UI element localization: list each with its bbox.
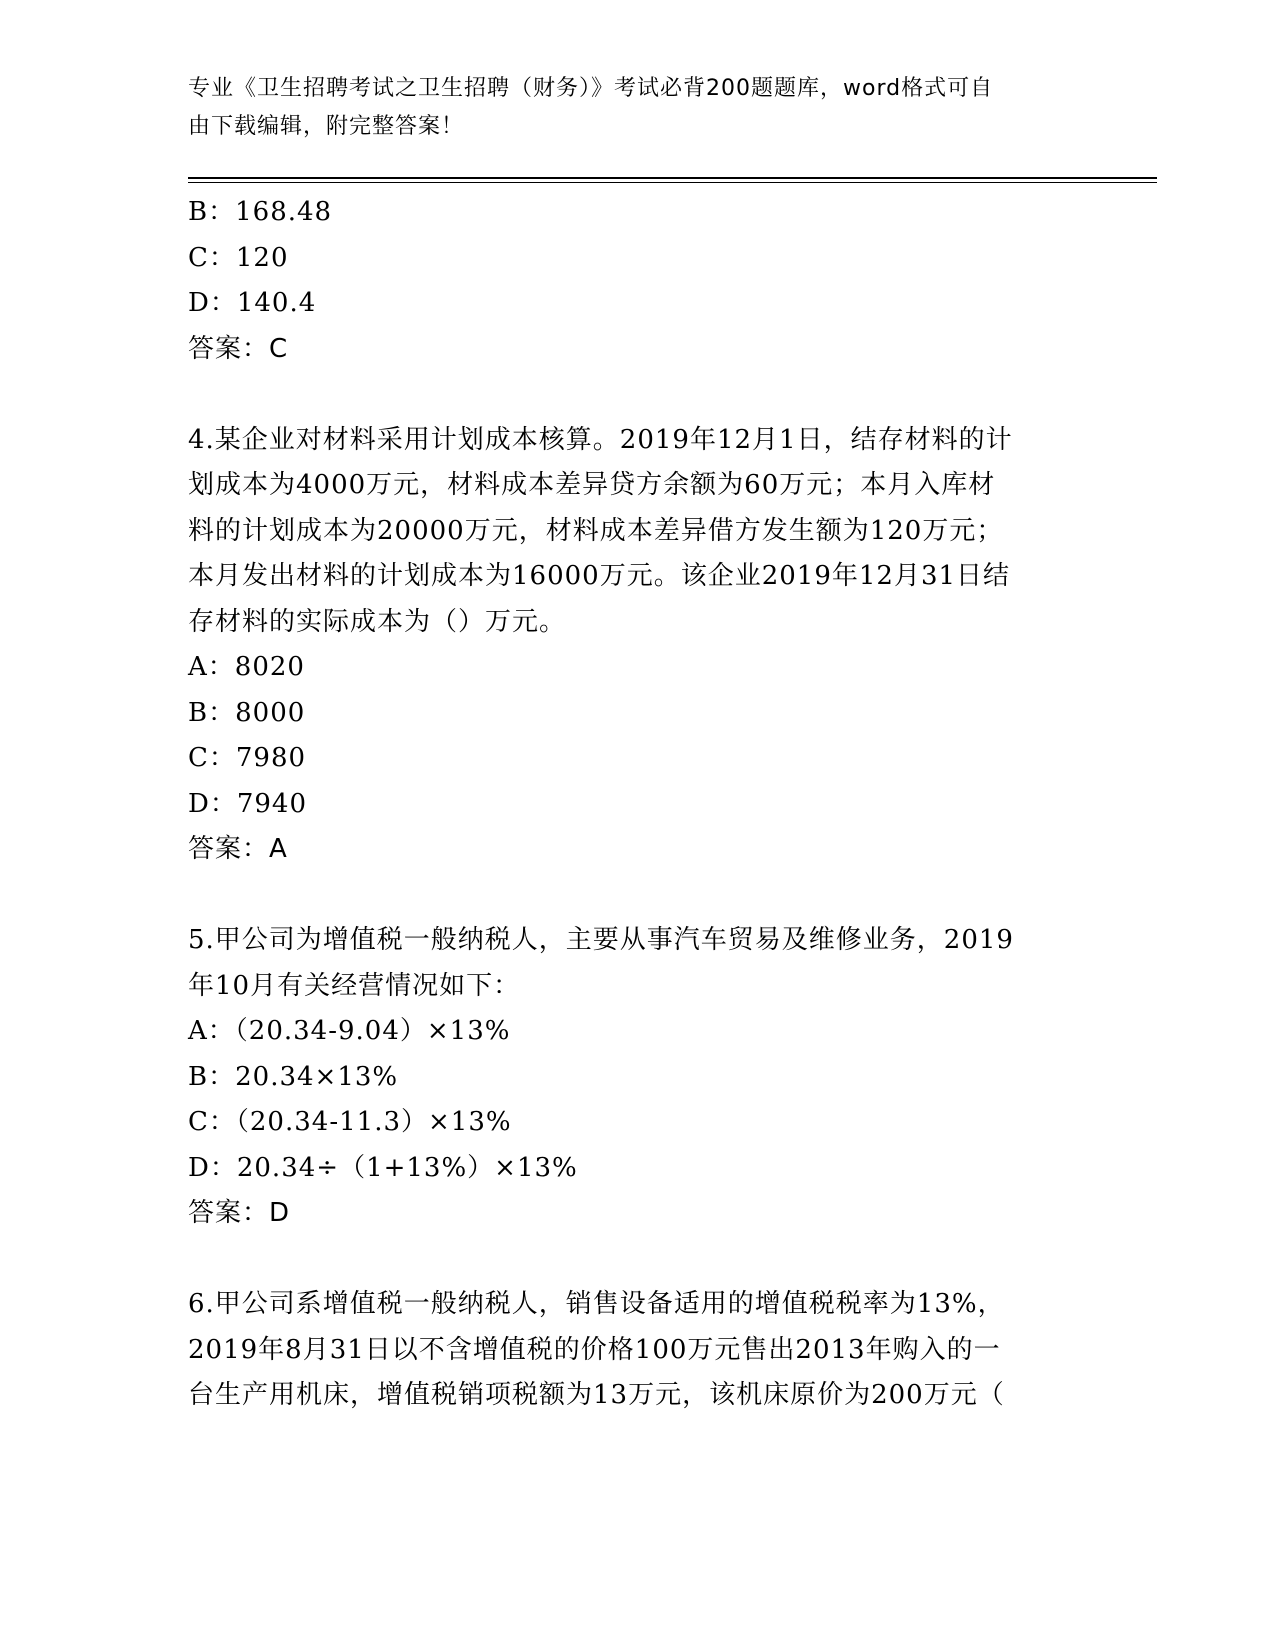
question-4 [188, 418, 1088, 873]
answer-line: 答案：D [188, 1198, 291, 1228]
option-d: D：20.34÷（1+13%）×13% [188, 1152, 578, 1183]
option-c: C：（20.34-11.3）×13% [188, 1107, 512, 1137]
spacer [188, 372, 1088, 418]
option-a: A：8020 [188, 652, 305, 682]
option-b: B：20.34×13% [188, 1061, 399, 1092]
spacer [188, 1237, 1088, 1283]
option-c: C：120 [188, 242, 289, 273]
spacer [188, 873, 1088, 919]
document-body [188, 190, 1088, 1419]
header-divider-thick [188, 177, 1157, 179]
question-5 [188, 918, 1088, 1237]
question-text-line: 6.甲公司系增值税一般纳税人，销售设备适用的增值税税率为13%， [188, 1289, 1005, 1319]
option-c: C：7980 [188, 743, 307, 773]
header-title-line-1: 专业《卫生招聘考试之卫生招聘（财务）》考试必背200题题库，word格式可自 [188, 76, 994, 101]
question-text-line: 台生产用机床，增值税销项税额为13万元，该机床原价为200万元（ [188, 1380, 1005, 1410]
option-b: B：168.48 [188, 197, 333, 227]
question-text-line: 2019年8月31日以不含增值税的价格100万元售出2013年购入的一 [188, 1334, 1001, 1365]
option-d: D：140.4 [188, 288, 317, 318]
header-divider-thin [188, 182, 1157, 183]
document-header [188, 70, 1068, 146]
question-text-line: 料的计划成本为20000万元，材料成本差异借方发生额为120万元； [188, 515, 1004, 546]
question-text-line: 年10月有关经营情况如下： [188, 970, 521, 1001]
question-text-line: 4.某企业对材料采用计划成本核算。2019年12月1日，结存材料的计 [188, 424, 1013, 455]
question-text-line: 5.甲公司为增值税一般纳税人，主要从事汽车贸易及维修业务，2019 [188, 925, 1014, 955]
question-3-tail [188, 190, 1088, 372]
option-a: A：（20.34-9.04）×13% [188, 1016, 511, 1046]
answer-line: 答案：C [188, 333, 289, 364]
answer-line: 答案：A [188, 834, 288, 864]
question-text-line: 划成本为4000万元，材料成本差异贷方余额为60万元；本月入库材 [188, 470, 996, 500]
option-b: B：8000 [188, 697, 306, 728]
question-6 [188, 1282, 1088, 1419]
option-d: D：7940 [188, 788, 308, 819]
header-title-line-2: 由下载编辑，附完整答案！ [188, 114, 465, 139]
question-text-line: 存材料的实际成本为（）万元。 [188, 606, 567, 637]
question-text-line: 本月发出材料的计划成本为16000万元。该企业2019年12月31日结 [188, 561, 1011, 591]
